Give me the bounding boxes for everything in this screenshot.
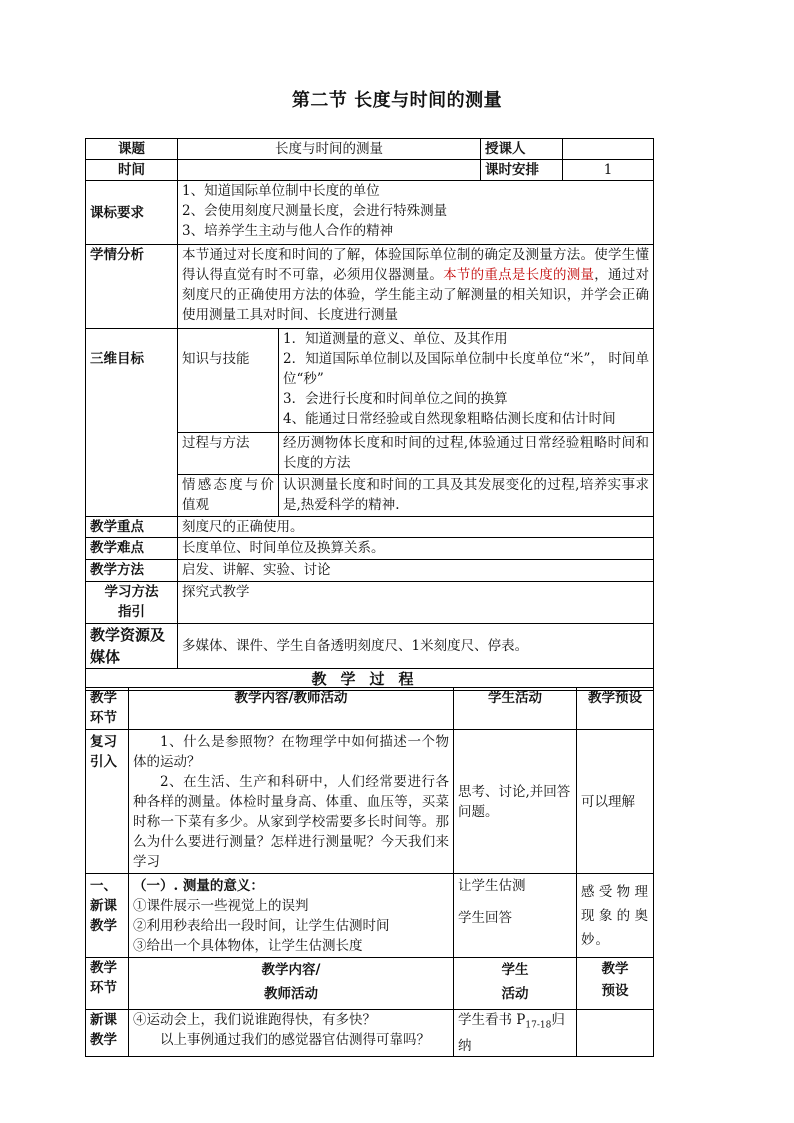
time-value (178, 160, 481, 181)
review-content (129, 730, 454, 874)
content-header-line: 教师活动 (264, 986, 318, 1002)
knowledge-label: 知识与技能 (178, 329, 279, 433)
hours-value: 1 (563, 160, 654, 181)
content-header-line: 教学内容/ (261, 962, 321, 978)
student-summarize-text: 归纳 (458, 1012, 565, 1054)
teacher-label: 授课人 (481, 139, 563, 160)
new-lesson-content (129, 874, 454, 958)
process-header-row (86, 688, 654, 730)
review-paragraph: 1、什么是参照物？在物理学中如何描述一个物体的运动？ (133, 734, 449, 770)
new-lesson-stage-2: 新课教学 (86, 1010, 129, 1057)
info-row-topic (86, 139, 654, 160)
method-row (86, 560, 654, 582)
student-activity: 让学生估测 (458, 878, 526, 894)
new-lesson-item: ②利用秒表给出一段时间，让学生估测时间 (133, 918, 390, 934)
teaching-process-table (85, 687, 654, 1057)
new-lesson-student (454, 874, 577, 958)
review-stage: 复习引入 (86, 730, 129, 874)
study-value: 探究式教学 (178, 582, 654, 624)
topic-value: 长度与时间的测量 (178, 139, 481, 160)
info-row-time (86, 160, 654, 181)
objectives-knowledge-row (86, 329, 654, 433)
teacher-value (563, 139, 654, 160)
preset-header-line: 教学 (601, 961, 629, 977)
topic-label: 课题 (86, 139, 178, 160)
student-activity: 学生回答 (458, 910, 512, 926)
knowledge-item: 4、能通过日常经验或自然现象粗略估测长度和估计时间 (283, 411, 616, 427)
content-header-2 (129, 958, 454, 1010)
key-point-label: 教学重点 (86, 517, 178, 538)
objectives-label: 三维目标 (86, 329, 178, 517)
standards-item: 2、会使用刻度尺测量长度，会进行特殊测量 (182, 203, 448, 219)
new-lesson-student-2 (454, 1010, 577, 1057)
resources-label: 教学资源及媒体 (86, 624, 178, 669)
method-value: 启发、讲解、实验、讨论 (178, 560, 654, 582)
preset-header: 教学预设 (577, 688, 654, 730)
method-label: 教学方法 (86, 560, 178, 582)
standards-label: 课标要求 (86, 181, 178, 245)
review-preset: 可以理解 (577, 730, 654, 874)
new-lesson-stage: 一、新课教学 (86, 874, 129, 958)
analysis-text (178, 245, 654, 329)
difficulty-value: 长度单位、时间单位及换算关系。 (178, 538, 654, 560)
standards-list (178, 181, 654, 245)
key-point-value: 刻度尺的正确使用。 (178, 517, 654, 538)
key-point-row (86, 517, 654, 538)
student-header-line: 学生 (501, 962, 529, 978)
preset-header-2 (577, 958, 654, 1010)
new-lesson-item: ①课件展示一些视觉上的误判 (133, 898, 309, 914)
knowledge-item: 3．会进行长度和时间单位之间的换算 (283, 391, 508, 407)
content-header: 教学内容/教师活动 (129, 688, 454, 730)
stage-header-2: 教学环节 (86, 958, 129, 1010)
new-lesson-paragraph: 以上事例通过我们的感觉器官估测得可靠吗？ (160, 1032, 430, 1048)
stage-header: 教学环节 (86, 688, 129, 730)
lesson-info-table (85, 138, 654, 691)
process-label: 过程与方法 (178, 433, 279, 475)
study-row (86, 582, 654, 624)
new-lesson-content-2 (129, 1010, 454, 1057)
hours-label: 课时安排 (481, 160, 563, 181)
analysis-row (86, 245, 654, 329)
difficulty-row (86, 538, 654, 560)
document-title: 第二节 长度与时间的测量 (291, 90, 503, 111)
analysis-text-a: 本节通过对长度和时间的了解，体验国际单位制的确定及测量方法。使学生懂得认得直觉有时不可靠，必须用仪器测量。 (182, 247, 649, 283)
emotion-label: 情感态度与价值观 (178, 475, 279, 517)
resources-value: 多媒体、课件、学生自备透明刻度尺、1米刻度尺、停表。 (178, 624, 654, 669)
resources-row (86, 624, 654, 669)
difficulty-label: 教学难点 (86, 538, 178, 560)
process-text: 经历测物体长度和时间的过程,体验通过日常经验粗略时间和长度的方法 (279, 433, 654, 475)
review-paragraph: 2、在生活、生产和科研中，人们经常要进行各种各样的测量。体检时量身高、体重、血压等，买菜时称一下菜有多少。从家到学校需要多长时间等。那么为什么要进行测量？怎样进行测量呢？今天我们来学习 (133, 774, 449, 870)
preset-header-line: 预设 (601, 983, 629, 999)
new-lesson-preset-2 (577, 1010, 654, 1057)
review-row (86, 730, 654, 874)
standards-row (86, 181, 654, 245)
new-lesson-row (86, 874, 654, 958)
knowledge-list (279, 329, 654, 433)
process-title: 教学过程 (86, 669, 654, 691)
analysis-highlight: 本节的重点是长度的测量 (443, 267, 595, 283)
knowledge-item: 2．知道国际单位制以及国际单位制中长度单位“米”， 时间单位“秒” (283, 351, 649, 387)
student-read-text: 学生看书 P (458, 1012, 526, 1028)
student-header-2 (454, 958, 577, 1010)
analysis-label: 学情分析 (86, 245, 178, 329)
new-lesson-row-2 (86, 1010, 654, 1057)
standards-item: 3、培养学生主动与他人合作的精神 (182, 223, 394, 239)
student-header-line: 活动 (501, 986, 529, 1002)
new-lesson-paragraph: ④运动会上，我们说谁跑得快，有多快？ (133, 1012, 376, 1028)
new-lesson-item: ③给出一个具体物体，让学生估测长度 (133, 938, 363, 954)
study-label: 学习方法指引 (86, 582, 178, 624)
emotion-text: 认识测量长度和时间的工具及其发展变化的过程,培养实事求是,热爱科学的精神. (279, 475, 654, 517)
analysis-text-b: ，通过对刻度尺的正确使用方法的体验，学生能主动了解测量的相关知识，并学会正确使用测量工具对时间、长度进行测量 (182, 267, 650, 323)
review-student: 思考、讨论,并回答问题。 (454, 730, 577, 874)
new-lesson-preset: 感受物理现象的奥妙。 (577, 874, 654, 958)
standards-item: 1、知道国际单位制中长度的单位 (182, 183, 380, 199)
time-label: 时间 (86, 160, 178, 181)
process-header-row-2 (86, 958, 654, 1010)
page-range: 17-18 (525, 1020, 552, 1031)
knowledge-item: 1．知道测量的意义、单位、及其作用 (283, 331, 508, 347)
new-lesson-heading: （一）. 测量的意义： (133, 878, 264, 894)
student-header: 学生活动 (454, 688, 577, 730)
